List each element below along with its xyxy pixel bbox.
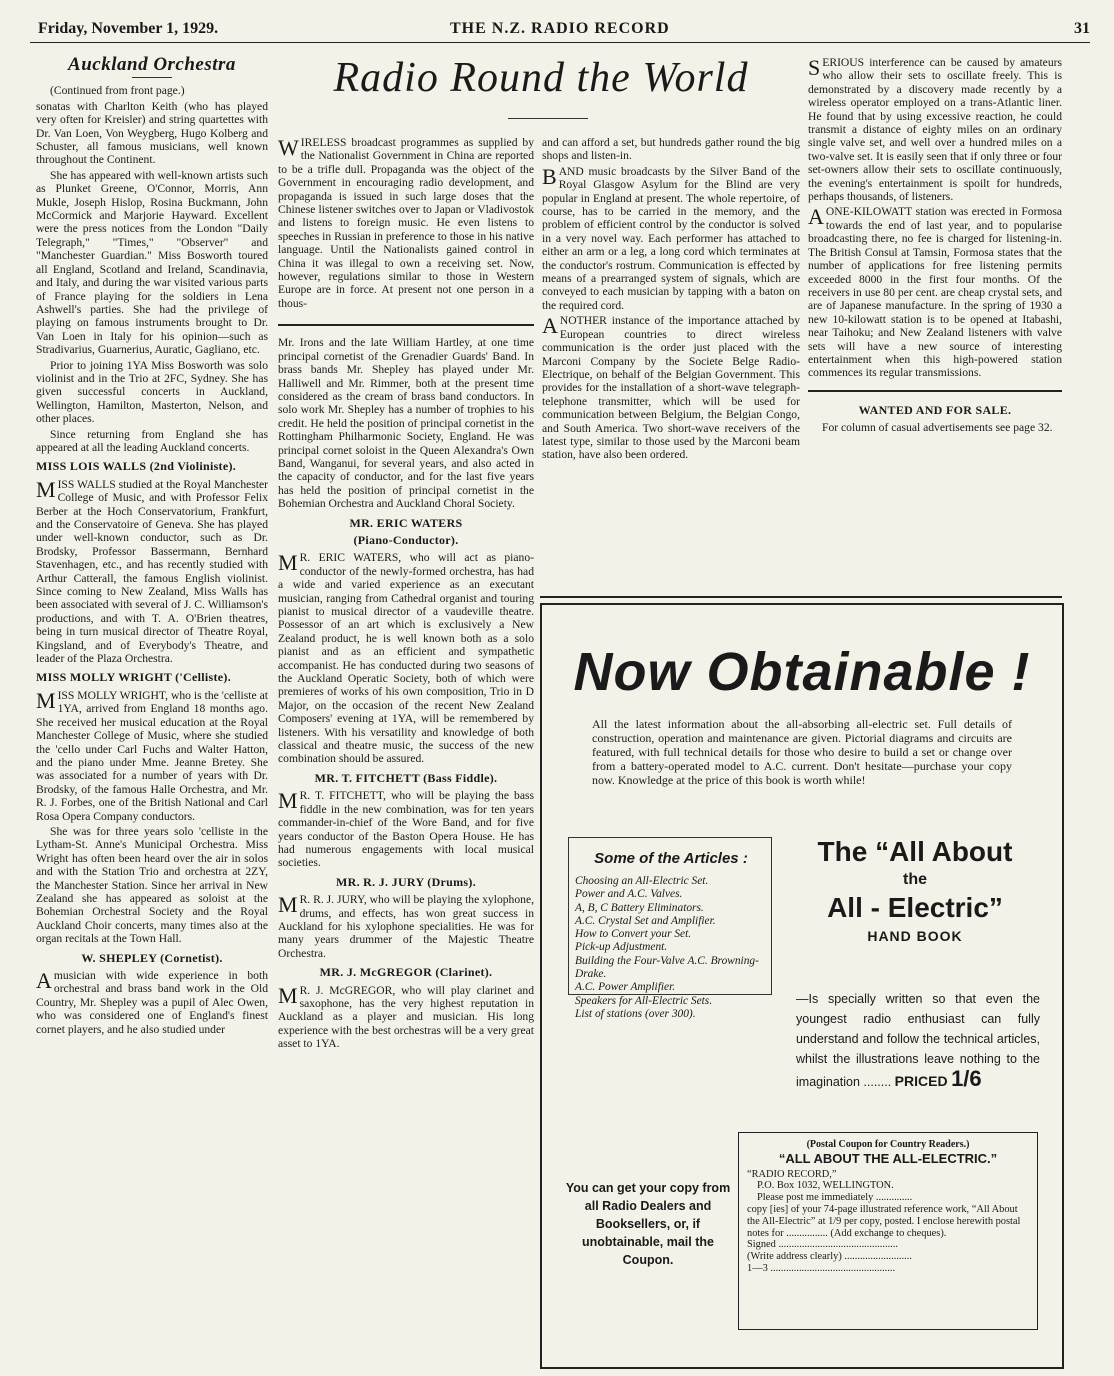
drop-cap: A [808,204,824,230]
walls-paragraph [36,478,268,666]
article-item: A.C. Power Amplifier. [575,981,676,994]
handbook-title [790,835,1040,947]
walls-text: ISS WALLS studied at the Royal Manchester College of Music, and with Professor Felix Berber at the Hoch Conservatorium, Frankfurt, and the Conservatoire of Geneva. She has played under well-known conductor, such as Dr. Brodsky, Professor Bassermann, Bernhard Stavenhagen, etc., and has recently studied with Arthur Catterall, the famous English violinist. Since coming to New Zealand, Miss Walls has been associated with several of J. C. Williamson's productions, and with T. A. O'Brien theatres, being in turn musical director of Theatre Royal, Kingsland, and of Everybody's Theatre, and leader of the Plaza Orchestra. [36,477,268,666]
column-divider [278,324,534,326]
article-item: Building the Four-Valve A.C. Browning-Drake. [575,954,759,981]
waters-subheading: (Piano-Conductor). [353,532,459,547]
ad-top-rule [540,596,1062,598]
coupon-line: “RADIO RECORD,” [747,1168,837,1180]
coupon-signed-field[interactable]: Signed .............................................. [747,1239,898,1251]
waters-text: R. ERIC WATERS, who will act as piano-conductor of the newly-formed orchestra, has had a wide and varied experience as an executant musician, ranging from Cathedral organist and touring pianist to musical director of a vaudeville theatre. Possessor of an art which is exclusively a New Zealand product, he is well known both as a solo pianist and as an efficient and sympathetic accompanist. He has conducted during two seasons of the Auckland Operatic Society, both of which were premieres of works of his own composition, Trio in D Major, on the occasion of the recent New Zealand Composers' evening at 1YA, will be remembered by listeners. With his versatility and knowledge of both classical and theatre music, the success of the new combination should be assured. [278,551,534,766]
china-text: IRELESS broadcast programmes as supplied by the Nationalist Government in China are reported to be a trifle dull. Propaganda was the object of the Government in encouraging radio development, and propaganda is issued in such large doses that the Chinese listener switches over to Japan or Vladivostok and listens to foreign music. He even listens to speeches in Russian in preference to those in his native language. Until the Nationalists gained control in China it was illegal to own a receiving set. Now, however, regulations similar to those in Western Europe are in force. At present not one person in a thous- [278,136,534,310]
shepley-paragraph [36,969,268,1036]
shepley-text: musician with wide experience in both orchestral and brass band work in the Old Country, Mr. Shepley was a pupil of Alec Owen, who was considered one of England's finest cornet players, and he also studied under [36,969,268,1036]
drop-cap: B [542,163,557,189]
mcgregor-text: R. J. McGREGOR, who will play clarinet and saxophone, has the very highest reputation in Auckland as a player and musician. His long experience with the best orchestras will be a very great asset to 1YA. [278,983,534,1051]
china-paragraph [278,136,534,310]
page-number: 31 [1074,20,1090,37]
article-item: Speakers for All-Electric Sets. [575,994,713,1007]
banner-rule [508,118,588,119]
wright-heading: MISS MOLLY WRIGHT ('Celliste). [36,670,232,685]
jury-heading: MR. R. J. JURY (Drums). [335,874,476,889]
article-item: A.C. Crystal Set and Amplifier. [575,914,716,927]
auckland-orchestra-column [36,56,268,1038]
headline-rule [132,77,172,78]
fitchett-paragraph [278,789,534,869]
coupon-title: (Postal Coupon for Country Readers.) [806,1139,970,1150]
jury-paragraph [278,893,534,960]
drop-cap: W [278,135,299,160]
article-item: Pick-up Adjustment. [575,941,668,954]
handbook-title-line-1: The “All About [817,836,1013,867]
price-value: 1/6 [951,1066,982,1091]
drop-cap: M [278,550,298,576]
orchestra-paragraph: sonatas with Charlton Keith (who has played very often for Kreisler) and string quartettes with Dr. Van Loen, Von Weygberg, Hugo Kolberg and Schuster, all famous musicians, well known throughout the Continent. [36,99,268,167]
shepley-continued: Mr. Irons and the late William Hartley, at one time principal cornetist of the Grenadier Guards' Band. In brass bands Mr. Shepley has played under Mr. Halliwell and Mr. Rimmer, both at the present time considered as the cream of brass band conductors. In solo work Mr. Shepley has a number of trophies to his credit. He held the position of principal cornetist in the Rottingham Philharmonic Society, England. He was principal cornet soloist in the Queen Alexandra's Own Band, Wanganui, for several years, and also acted in the capacity of conductor, and for the last five years has held the position of principal cornetist in the Bohemian Orchestra and Auckland Choral Society. [278,336,534,511]
drop-cap: A [542,313,558,339]
drop-cap: M [36,476,56,502]
jury-text: R. R. J. JURY, who will be playing the xylophone, drums, and effects, has won great success in Auckland for his xylophone specialities. He was for many years drummer of the Majestic Theatre Orchestra. [278,893,534,960]
waters-heading: MR. ERIC WATERS [349,515,463,530]
buy-instructions: You can get your copy from all Radio Dealers and Booksellers, or, if unobtainable, mail the Coupon. [565,1181,731,1267]
article-item: List of stations (over 300). [575,1007,696,1020]
article-item: How to Convert your Set. [575,928,692,941]
orchestra-paragraph: She has appeared with well-known artists such as Plunket Greene, O'Connor, Morris, Ann Mukle, Joseph Hislop, Rosina Buckmann, John McCormick and Marjorie Hayward. Excellent were the press notices from the London "Daily Telegraph," "Times," "Observer" and "Manchester Guardian." Miss Bosworth toured all England, Scotland and Ireland, Scandinavia, and Italy, and during the war visited various parts of France playing for the soldiers in Lena Ashwell's parties. She had the privilege of playing on famous instruments brought to Dr. Van Loen in Italy for his opinion—such as Stradivarius, Guarnerius, Auratic, Gagliano, etc. [36,168,268,357]
drop-cap: A [36,968,52,993]
interference-paragraph [808,56,1062,203]
coupon-address-field[interactable]: (Write address clearly) .......................... [747,1251,912,1263]
drop-cap: M [278,788,298,814]
article-item: A, B, C Battery Eliminators. [575,901,704,914]
issue-date: Friday, November 1, 1929. [38,20,219,37]
wright-paragraph [36,689,268,823]
orchestra-headline: Auckland Orchestra [68,54,236,75]
formosa-text: ONE-KILOWATT station was erected in Formosa towards the end of last year, and to popularise broadcasting there, no fee is charged for listening-in. The British Consul at Tamsin, Formosa states that the number of applications for free listening permits exceeded 8000 in the first four months. Of the receivers in use 80 per cent. are cheap crystal sets, and are of Japanese manufacture. In the spring of 1930 a new 10-kilowatt station is to be opened at Itabashi, near Taihoku; and New Zealand listeners with valve sets will have a new source of interesting entertainment when this high-powered station commences its regular transmissions. [808,205,1062,380]
handbook-title-line-3: All - Electric” [827,892,1003,923]
wright-text: ISS MOLLY WRIGHT, who is the 'celliste at 1YA, arrived from England 18 months ago. She received her musical education at the Royal Manchester College of Music, where she studied the 'cello under Carl Fuchs and Walter Hatton, and the piano under Mme. Jeanne Bretey. She was associated for a number of years with Dr. Brodsky, of the famous Halle Orchestra, and Mr. R. J. Forbes, one of the British National and Carl Rosa Opera Company conductors. [36,688,268,823]
band-text: AND music broadcasts by the Silver Band of the Royal Glasgow Asylum for the Blind are very popular in England at present. The whole repertoire, of course, has to be carried in the memory, and the problem of efficient control by the conductor is solved in a very novel way. Each performer has attached to either an arm or a leg, a long cord which terminates at the conductor's rostrum. Communication is effected by means of a prearranged system of signals, which are conveyed to each musician by tapping with a baton on the required cord. [542,164,800,312]
coupon-line: 1—3 ................................................ [747,1262,896,1274]
drop-cap: M [278,892,298,918]
radio-column-middle [542,136,800,464]
mcgregor-paragraph [278,984,534,1051]
shepley-heading: W. SHEPLEY (Cornetist). [81,950,223,965]
fitchett-heading: MR. T. FITCHETT (Bass Fiddle). [314,770,498,785]
wanted-heading: WANTED AND FOR SALE. [858,402,1012,417]
postal-coupon[interactable] [738,1132,1038,1330]
china-continued: and can afford a set, but hundreds gather round the big shops and listen-in. [542,136,800,163]
article-item: Power and A.C. Valves. [575,888,683,901]
articles-box [568,837,772,1020]
belgium-text: NOTHER instance of the importance attached by European countries to direct wireless communication is the order just placed with the Marconi Company by the Societe Belge Radio-Electrique, on behalf of the Belgian Government. This provides for the installation of a short-wave telegraph-telephone transmitter, which will be used for communication between Belgium, the Belgian Congo, and South America. Two short-wave receivers of the latest type, similar to those used by the Marconi beam station, have also been ordered. [542,314,800,462]
handbook-desc-text: —Is specially written so that even the youngest radio enthusiast can fully understand and follow the technical articles, whilst the illustrations leave nothing to the imagination ........ [796,992,1040,1089]
handbook-title-line-2: the [903,871,927,888]
coupon-line: P.O. Box 1032, WELLINGTON. [757,1180,894,1192]
coupon-heading: “ALL ABOUT THE ALL-ELECTRIC.” [778,1150,998,1166]
mcgregor-heading: MR. J. McGREGOR (Clarinet). [319,965,493,980]
wright-paragraph-2: She was for three years solo 'celliste in the Lytham-St. Anne's Municipal Orchestra. Miss Wright has often been heard over the air in solos and with the Station Trio and orchestra at 2ZY, the Manchester Station. Since her arrival in New Zealand she has appeared as soloist at the Bohemian Orchestral Society and the Royal Auckland Choir concerts, many times also at the organ recitals at the Town Hall. [36,824,268,946]
drop-cap: S [808,55,821,80]
drop-cap: M [278,982,298,1008]
wanted-text: For column of casual advertisements see page 32. [822,421,1053,435]
formosa-paragraph [808,205,1062,379]
ad-intro-text: All the latest information about the all-absorbing all-electric set. Full details of construction, operation and maintenance are given. Pictorial diagrams and circuits are featured, with full technical details for those who desire to build a set or change over from a battery-operated model to A.C. current. Don't hesitate—purchase your copy now. Knowledge at the price of this book is worth while! [592,717,1012,787]
band-paragraph [542,165,800,312]
coupon-line: Please post me immediately .............. [757,1192,913,1204]
now-obtainable-headline: Now Obtainable ! [573,642,1031,702]
radio-column-left [278,136,534,1053]
drop-cap: M [36,687,56,713]
articles-title: Some of the Articles : [594,850,748,867]
fitchett-text: R. T. FITCHETT, who will be playing the bass fiddle in the new combination, was for ten years commander-in-chief of the Wore Band, and for five years conductor of the Baston Opera House. He has had numerous engagements with local musical societies. [278,789,534,870]
belgium-paragraph [542,314,800,461]
handbook-description [796,989,1040,1092]
radio-round-the-world-banner: Radio Round the World [333,55,749,101]
price-label: PRICED [894,1073,948,1089]
walls-heading: MISS LOIS WALLS (2nd Violiniste). [36,459,237,474]
waters-paragraph [278,551,534,766]
handbook-advertisement [540,603,1064,1369]
orchestra-paragraph: Prior to joining 1YA Miss Bosworth was solo violinist and in the Trio at 2FC, Sydney. She has given successful concerts in Auckland, Wellington, Hamilton, Masterton, Nelson, and other places. [36,358,268,426]
publication-title: THE N.Z. RADIO RECORD [450,20,670,37]
article-item: Choosing an All-Electric Set. [575,875,709,887]
interference-text: ERIOUS interference can be caused by amateurs who allow their sets to oscillate freely. This is demonstrated by a discovery made recently by a wireless operator employed on a trans-Atlantic liner. He found that by using excessive reaction, he could transmit a distance of eighty miles on an ordinary single valve set, and well over a hundred miles on a two-valve set. It is easily seen that if only three or four set-owners allow their sets to oscillate continuously, the evening's entertainment is spoilt for hundreds, perhaps thousands, of listeners. [808,56,1062,204]
radio-column-right [808,56,1062,437]
continued-note: (Continued from front page.) [50,84,185,98]
handbook-title-line-4: HAND BOOK [867,928,963,944]
column-divider [808,390,1062,392]
coupon-line: copy [ies] of your 74-page illustrated reference work, “All About the All-Electric” at 1/9 per copy, posted. I enclose herewith postal notes for ................ (Add exchange to cheques). [747,1203,1021,1239]
masthead [30,18,1090,43]
orchestra-paragraph: Since returning from England she has appeared at all the leading Auckland concerts. [36,427,268,454]
